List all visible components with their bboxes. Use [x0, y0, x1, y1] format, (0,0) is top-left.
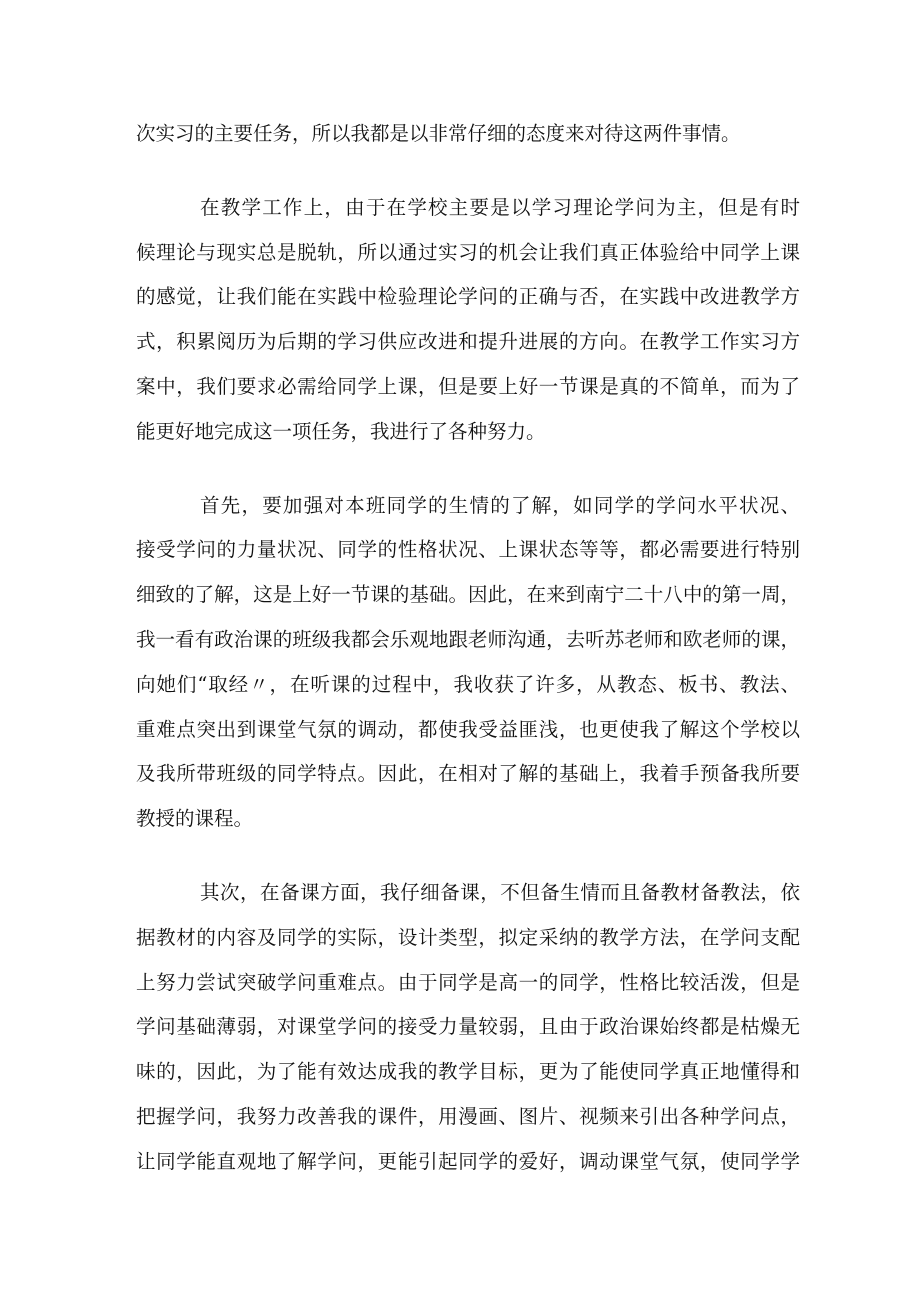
text-line: 学问基础薄弱，对课堂学问的接受力量较弱，且由于政治课始终都是枯燥无 [136, 1015, 800, 1039]
text-line: 据教材的内容及同学的实际，设计类型，拟定采纳的教学方法，在学问支配 [136, 925, 800, 949]
document-body [136, 112, 800, 1185]
text-line: 案中，我们要求必需给同学上课，但是要上好一节课是真的不简单，而为了 [136, 374, 800, 398]
text-line: 能更好地完成这一项任务，我进行了各种努力。 [136, 419, 546, 443]
text-line: 次实习的主要任务，所以我都是以非常仔细的态度来对待这两件事情。 [136, 122, 741, 145]
text-line: 让同学能直观地了解学问，更能引起同学的爱好，调动课堂气氛，使同学学 [136, 1149, 800, 1173]
text-line: 味的，因此，为了能有效达成我的教学目标，更为了能使同学真正地懂得和 [136, 1060, 800, 1084]
paragraph-teaching-work [136, 186, 800, 455]
text-line: 细致的了解，这是上好一节课的基础。因此，在来到南宁二十八中的第一周， [136, 583, 800, 607]
text-line: 教授的课程。 [136, 807, 254, 831]
text-line: 候理论与现实总是脱轨，所以通过实习的机会让我们真正体验给中同学上课 [136, 240, 800, 264]
paragraph-continuation [136, 112, 800, 157]
text-line: 重难点突出到课堂气氛的调动，都使我受益匪浅，也更使我了解这个学校以 [136, 717, 800, 741]
text-line: 接受学问的力量状况、同学的性格状况、上课状态等等，都必需要进行特别 [136, 538, 800, 562]
text-line: 式，积累阅历为后期的学习供应改进和提升进展的方向。在教学工作实习方 [136, 330, 800, 354]
text-line: 向她们“取经〃，在听课的过程中，我收获了许多，从教态、板书、教法、 [136, 672, 800, 696]
paragraph-first [136, 484, 800, 842]
text-line: 我一看有政治课的班级我都会乐观地跟老师沟通，去听苏老师和欧老师的课， [136, 627, 800, 651]
text-line: 及我所带班级的同学特点。因此，在相对了解的基础上，我着手预备我所要 [136, 762, 800, 786]
text-line: 上努力尝试突破学问重难点。由于同学是高一的同学，性格比较活泼，但是 [136, 970, 800, 994]
paragraph-second [136, 871, 800, 1185]
text-line: 其次，在备课方面，我仔细备课，不但备生情而且备教材备教法，依 [200, 880, 800, 904]
text-line: 首先，要加强对本班同学的生情的了解，如同学的学问水平状况、 [200, 493, 800, 517]
text-line: 在教学工作上，由于在学校主要是以学习理论学问为主，但是有时 [200, 195, 800, 219]
text-line: 把握学问，我努力改善我的课件，用漫画、图片、视频来引出各种学问点， [136, 1104, 800, 1128]
text-line: 的感觉，让我们能在实践中检验理论学问的正确与否，在实践中改进教学方 [136, 285, 800, 309]
